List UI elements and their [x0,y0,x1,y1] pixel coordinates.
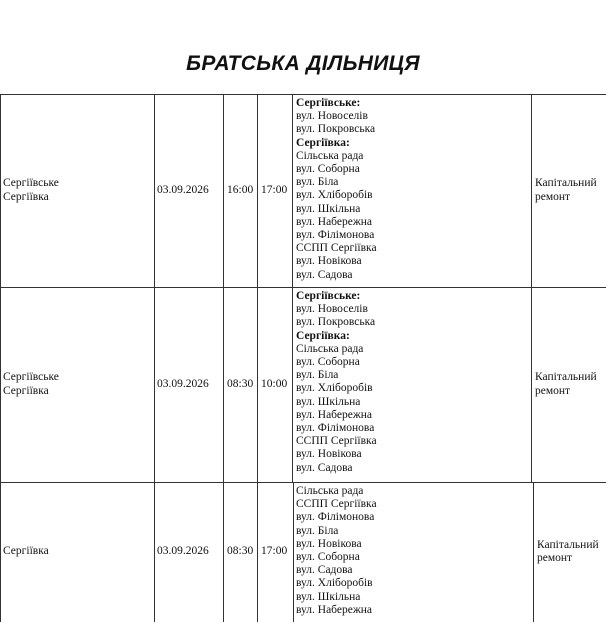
column-divider [154,94,155,287]
address-line: вул. Покровська [296,316,376,329]
column-divider [293,482,294,622]
address-line: Сільська рада [296,485,364,497]
address-line: вул. Садова [296,564,353,577]
work-type-line: Капітальний [537,538,599,551]
table-row [0,94,606,287]
end-time-cell [258,287,293,482]
address-line: вул. Соборна [296,356,360,369]
work-type-line: ремонт [535,190,571,203]
address-line: вул. Біла [296,176,339,189]
end-time-value: 17:00 [261,183,288,196]
column-divider [257,287,258,482]
address-line: вул. Хліборобів [296,577,373,590]
column-divider [533,482,534,622]
address-line: вул. Шкільна [296,395,361,408]
work-type-cell [532,287,606,482]
settlement-name: Сергіївське [3,177,59,190]
start-time-cell [224,482,257,622]
outage-schedule-table [0,94,606,622]
column-divider [154,287,155,482]
column-divider [531,94,532,287]
end-time-cell [258,94,293,287]
address-line: Сільська рада [296,149,364,162]
end-time-cell [258,482,293,622]
address-line: вул. Біла [296,369,339,382]
end-time-value: 17:00 [261,545,288,558]
address-line: вул. Хліборобів [296,189,373,202]
address-line: вул. Соборна [296,163,360,176]
column-divider [0,94,1,287]
column-divider [223,482,224,622]
date-cell [154,94,223,287]
address-group-header: Сергіївка: [296,329,350,342]
address-line: вул. Набережна [296,603,373,616]
address-line: вул. Садова [296,461,353,474]
column-divider [0,287,1,482]
date-value: 03.09.2026 [157,183,209,196]
column-divider [531,287,532,482]
date-value: 03.09.2026 [157,545,209,558]
address-line: вул. Філімонова [296,229,375,242]
addresses-cell [293,287,531,482]
work-type-cell [534,482,606,622]
column-divider [257,482,258,622]
column-divider [257,94,258,287]
address-line: ССПП Сергіївка [296,242,377,255]
address-line: вул. Набережна [296,408,373,421]
column-divider [292,94,293,287]
address-line: вул. Філімонова [296,422,375,435]
settlements-cell [0,287,154,482]
start-time-value: 08:30 [227,377,254,390]
address-line: вул. Новікова [296,537,362,550]
settlements-cell [0,482,154,622]
column-divider [0,482,1,622]
address-group-header: Сергіївське: [296,290,361,302]
table-row [0,287,606,482]
addresses-cell [293,482,531,622]
address-group-header: Сергіївка: [296,136,350,149]
address-line: вул. Новоселів [296,303,368,316]
address-line: вул. Шкільна [296,202,361,215]
address-line: вул. Соборна [296,551,360,564]
page-title: БРАТСЬКА ДІЛЬНИЦЯ [186,52,420,75]
address-line: вул. Новоселів [296,110,368,123]
column-divider [154,482,155,622]
address-line: ССПП Сергіївка [296,435,377,448]
address-line: вул. Покровська [296,123,376,136]
column-divider [223,287,224,482]
settlements-cell [0,94,154,287]
work-type-line: Капітальний [535,371,597,384]
date-cell [154,482,223,622]
column-divider [292,287,293,482]
address-line: вул. Садова [296,268,353,281]
start-time-cell [224,94,257,287]
start-time-value: 08:30 [227,545,254,558]
settlement-name: Сергіївка [3,545,49,558]
address-line: вул. Хліборобів [296,382,373,395]
start-time-value: 16:00 [227,183,254,196]
work-type-line: ремонт [535,384,571,397]
addresses-cell [293,94,531,287]
settlement-name: Сергіївське [3,371,59,384]
address-line: вул. Філімонова [296,511,375,524]
settlement-name: Сергіївка [3,384,49,397]
address-line: вул. Набережна [296,215,373,228]
address-line: вул. Біла [296,524,339,537]
column-divider [223,94,224,287]
address-line: вул. Новікова [296,255,362,268]
end-time-value: 10:00 [261,377,288,390]
settlement-name: Сергіївка [3,190,49,203]
work-type-line: ремонт [537,552,573,564]
work-type-cell [532,94,606,287]
start-time-cell [224,287,257,482]
date-value: 03.09.2026 [157,377,209,390]
address-line: ССПП Сергіївка [296,498,377,511]
work-type-line: Капітальний [535,177,597,190]
address-line: Сільська рада [296,342,364,355]
address-line: вул. Шкільна [296,590,361,603]
address-group-header: Сергіївське: [296,97,361,109]
address-line: вул. Новікова [296,448,362,461]
table-row [0,482,606,622]
date-cell [154,287,223,482]
